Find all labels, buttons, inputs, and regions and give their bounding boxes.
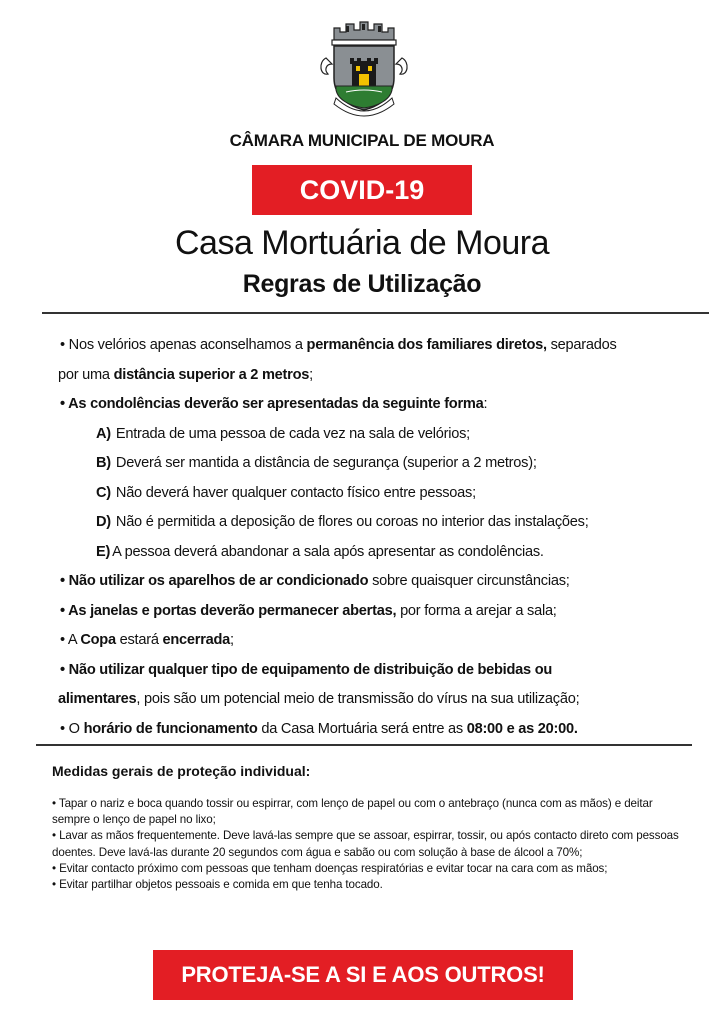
rule-condolences: • As condolências deverão ser apresentadas da seguinte forma: bbox=[60, 396, 488, 412]
top-divider bbox=[42, 312, 709, 314]
page-subtitle: Regras de Utilização bbox=[242, 270, 482, 298]
rule-hours: • O horário de funcionamento da Casa Mortuária será entre as 08:00 e as 20:00. bbox=[60, 720, 578, 737]
usage-rules bbox=[60, 331, 700, 744]
middle-divider bbox=[36, 744, 692, 746]
subitem-d: D) Não é permitida a deposição de flores ou coroas no interior das instalações; bbox=[96, 514, 589, 530]
measure-item: • Tapar o nariz e boca quando tossir ou espirrar, com lenço de papel ou com o antebraço (nunca com as mãos) e deitar sempre o lenço de papel no lixo; bbox=[52, 797, 653, 827]
general-measures-list bbox=[52, 796, 684, 893]
general-measures-heading: Medidas gerais de proteção individual: bbox=[52, 763, 311, 779]
rule-copa: • A Copa estará encerrada; bbox=[60, 632, 234, 648]
subitem-b: B) Deverá ser mantida a distância de segurança (superior a 2 metros); bbox=[96, 455, 537, 471]
rule-family-distance: por uma distância superior a 2 metros; bbox=[58, 366, 313, 383]
page-title: Casa Mortuária de Moura bbox=[174, 224, 549, 262]
municipal-crest-logo bbox=[312, 14, 416, 118]
measure-item: • Evitar contacto próximo com pessoas que tenham doenças respiratórias e evitar tocar na cara com as mãos; bbox=[52, 861, 608, 875]
rule-air-conditioning: • Não utilizar os aparelhos de ar condicionado sobre quaisquer circunstâncias; bbox=[60, 573, 570, 589]
rule-equipment-cont: alimentares, pois são um potencial meio de transmissão do vírus na sua utilização; bbox=[58, 691, 580, 707]
rule-family: • Nos velórios apenas aconselhamos a permanência dos familiares diretos, separados bbox=[60, 337, 617, 353]
organization-name: CÂMARA MUNICIPAL DE MOURA bbox=[229, 131, 495, 150]
subitem-c: C) Não deverá haver qualquer contacto físico entre pessoas; bbox=[96, 484, 476, 501]
subitem-e: E) A pessoa deverá abandonar a sala após apresentar as condolências. bbox=[96, 543, 544, 560]
rule-equipment: • Não utilizar qualquer tipo de equipamento de distribuição de bebidas ou bbox=[60, 661, 553, 678]
covid-badge: COVID-19 bbox=[252, 165, 472, 215]
measure-item: • Lavar as mãos frequentemente. Deve lavá-las sempre que se assoar, espirrar, tossir, ou após contacto direto com pessoas doentes. Deve lavá-las durante 20 segundos com água e sabão ou com solução à base de álcool a 70%; bbox=[52, 829, 679, 859]
protect-banner: PROTEJA-SE A SI E AOS OUTROS! bbox=[153, 950, 573, 1000]
subitem-a: A) Entrada de uma pessoa de cada vez na sala de velórios; bbox=[96, 425, 470, 442]
rule-windows: • As janelas e portas deverão permanecer abertas, por forma a arejar a sala; bbox=[60, 602, 557, 619]
measure-item: • Evitar partilhar objetos pessoais e comida em que tenha tocado. bbox=[52, 878, 383, 892]
